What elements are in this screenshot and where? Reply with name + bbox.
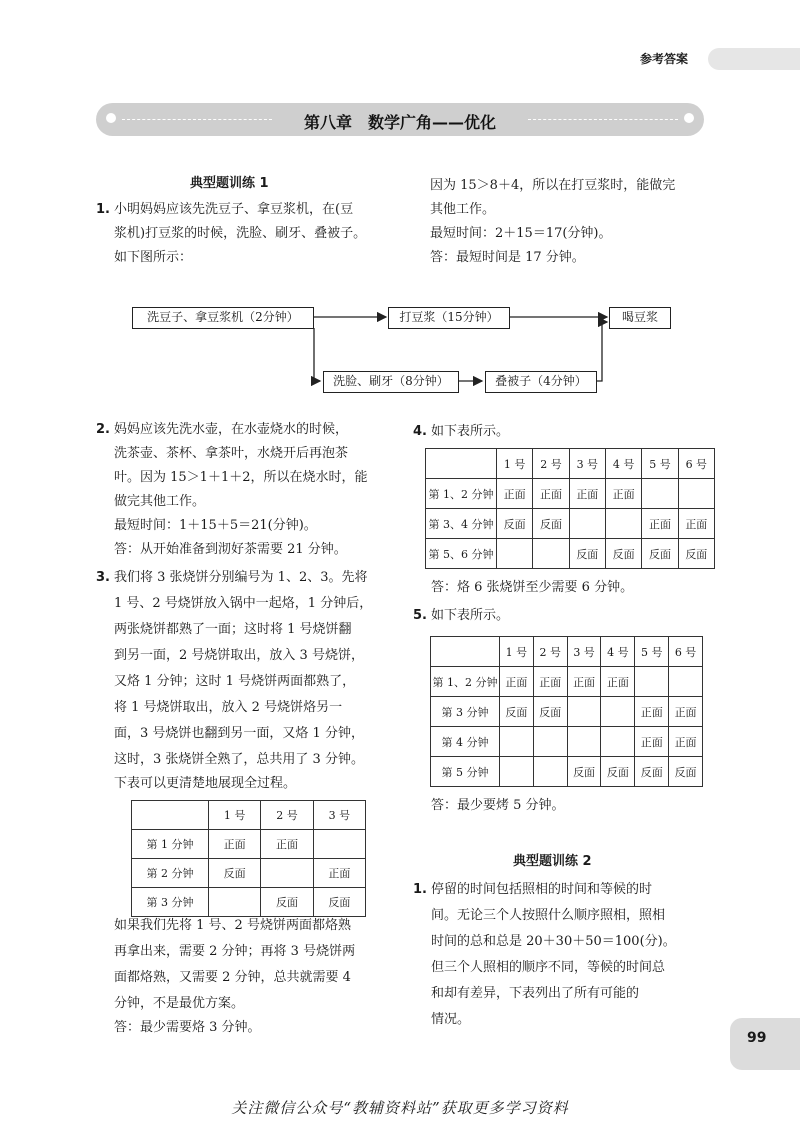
table5-cell: 正面 xyxy=(635,727,669,757)
q1-cont-line: 答：最短时间是 17 分钟。 xyxy=(430,250,585,265)
table5-cell: 正面 xyxy=(567,667,601,697)
table4-cell: 正面 xyxy=(642,509,678,539)
q5-answer: 答：最少要烤 5 分钟。 xyxy=(431,798,565,813)
table4-cell: 第 1、2 分钟 xyxy=(426,479,497,509)
q1-line: 浆机)打豆浆的时候，洗脸、刷牙、叠被子。 xyxy=(114,226,367,241)
q3-line: 两张烧饼都熟了一面；这时将 1 号烧饼翻 xyxy=(114,622,352,637)
table4-cell: 反面 xyxy=(642,539,678,569)
q2-line: 洗茶壶、茶杯、拿茶叶，水烧开后再泡茶 xyxy=(114,446,349,461)
footer-note: 关注微信公众号“教辅资料站”获取更多学习资料 xyxy=(231,1099,569,1117)
table3-header-cell xyxy=(132,801,209,830)
table4-header-cell: 3 号 xyxy=(569,449,605,479)
table5-header-cell: 5 号 xyxy=(635,637,669,667)
flow-box-fold-quilt: 叠被子（4分钟） xyxy=(485,371,597,393)
table4-cell xyxy=(569,509,605,539)
q5-text: 如下表所示。 xyxy=(431,608,510,623)
table5-header-cell: 3 号 xyxy=(567,637,601,667)
table3-cell: 正面 xyxy=(209,830,261,859)
table4-cell: 反面 xyxy=(533,509,569,539)
q1-line: 如下图所示： xyxy=(114,250,193,265)
q3-line: 到另一面，2 号烧饼取出，放入 3 号烧饼， xyxy=(114,648,364,663)
table3-cell: 正面 xyxy=(313,859,365,888)
table3-cell xyxy=(209,888,261,917)
table4-cell xyxy=(497,539,533,569)
table4-cell xyxy=(605,509,641,539)
table3-cell: 反面 xyxy=(209,859,261,888)
q1-cont-line: 最短时间：2＋15＝17(分钟)。 xyxy=(430,226,612,241)
s2q1-line: 情况。 xyxy=(431,1012,471,1027)
q2-number: 2. xyxy=(96,422,110,437)
s2q1-line: 间。无论三个人按照什么顺序照相，照相 xyxy=(431,908,666,923)
table3-cell: 正面 xyxy=(261,830,313,859)
q3-line: 这时，3 张烧饼全熟了，总共用了 3 分钟。 xyxy=(114,752,364,767)
table5-cell: 反面 xyxy=(533,697,567,727)
table5-cell xyxy=(500,727,534,757)
q3-after-line: 如果我们先将 1 号、2 号烧饼两面都烙熟 xyxy=(114,918,351,933)
chapter-title: 第八章 数学广角——优化 xyxy=(303,113,496,132)
s2q1-line: 停留的时间包括照相的时间和等候的时 xyxy=(431,882,653,897)
table5-cell: 正面 xyxy=(669,697,703,727)
table4-cell: 反面 xyxy=(678,539,714,569)
table4-cell: 反面 xyxy=(569,539,605,569)
table5-header-cell: 2 号 xyxy=(533,637,567,667)
table5-cell xyxy=(635,667,669,697)
table3-cell: 反面 xyxy=(313,888,365,917)
q3-number: 3. xyxy=(96,570,110,585)
table4-header-cell xyxy=(426,449,497,479)
table3-header-cell: 1 号 xyxy=(209,801,261,830)
table5-cell: 反面 xyxy=(500,697,534,727)
section-title-2: 典型题训练 2 xyxy=(513,854,592,869)
q3-line: 又烙 1 分钟；这时 1 号烧饼两面都熟了， xyxy=(114,674,356,689)
q3-after-line: 再拿出来，需要 2 分钟；再将 3 号烧饼两 xyxy=(114,944,356,959)
flow-box-wash-face: 洗脸、刷牙（8分钟） xyxy=(323,371,459,393)
table5-cell xyxy=(500,757,534,787)
table5-cell: 正面 xyxy=(500,667,534,697)
q2-line: 叶。因为 15＞1＋1＋2，所以在烧水时，能 xyxy=(114,470,368,485)
table3-cell: 第 3 分钟 xyxy=(132,888,209,917)
table4-cell: 第 3、4 分钟 xyxy=(426,509,497,539)
table5-cell: 第 1、2 分钟 xyxy=(431,667,500,697)
table3-cell xyxy=(313,830,365,859)
table4-header-cell: 5 号 xyxy=(642,449,678,479)
table5-cell xyxy=(601,697,635,727)
table5-cell xyxy=(567,697,601,727)
table4-header-cell: 2 号 xyxy=(533,449,569,479)
table5-cell xyxy=(533,757,567,787)
page-number: 99 xyxy=(747,1030,767,1046)
table4-cell: 正面 xyxy=(533,479,569,509)
q3-after-line: 分钟，不是最优方案。 xyxy=(114,996,245,1011)
s2q1-line: 但三个人照相的顺序不同，等候的时间总 xyxy=(431,960,666,975)
flow-box-drink-soymilk: 喝豆浆 xyxy=(609,307,671,329)
table5-cell: 正面 xyxy=(601,667,635,697)
table5-cell: 正面 xyxy=(669,727,703,757)
q3-after-line: 答：最少需要烙 3 分钟。 xyxy=(114,1020,261,1035)
table5-cell: 反面 xyxy=(601,757,635,787)
table5-cell: 反面 xyxy=(669,757,703,787)
table5-cell xyxy=(567,727,601,757)
q1-line: 小明妈妈应该先洗豆子、拿豆浆机，在(豆 xyxy=(114,202,354,217)
table4-cell: 正面 xyxy=(605,479,641,509)
table4-cell: 反面 xyxy=(497,509,533,539)
table4-cell xyxy=(642,479,678,509)
table5-cell: 第 5 分钟 xyxy=(431,757,500,787)
table5-cell xyxy=(533,727,567,757)
table3-cell: 反面 xyxy=(261,888,313,917)
table4-cell xyxy=(533,539,569,569)
s2q1-number: 1. xyxy=(413,882,427,897)
section-title-1: 典型题训练 1 xyxy=(190,176,269,191)
table3-cell xyxy=(261,859,313,888)
table3-cell: 第 1 分钟 xyxy=(132,830,209,859)
q3-line: 我们将 3 张烧饼分别编号为 1、2、3。先将 xyxy=(114,570,368,585)
table4-header-cell: 4 号 xyxy=(605,449,641,479)
table4-cell xyxy=(678,479,714,509)
s2q1-line: 和却有差异，下表列出了所有可能的 xyxy=(431,986,640,1001)
q5-number: 5. xyxy=(413,608,427,623)
q4-answer: 答：烙 6 张烧饼至少需要 6 分钟。 xyxy=(431,580,634,595)
table5-cell: 第 4 分钟 xyxy=(431,727,500,757)
table5-cell: 正面 xyxy=(635,697,669,727)
q3-line: 面，3 号烧饼也翻到另一面，又烙 1 分钟， xyxy=(114,726,364,741)
flow-box-wash-beans: 洗豆子、拿豆浆机（2分钟） xyxy=(132,307,314,329)
table3-header-cell: 3 号 xyxy=(313,801,365,830)
q1-cont-line: 因为 15＞8＋4，所以在打豆浆时，能做完 xyxy=(430,178,676,193)
flowchart-arrows xyxy=(0,0,800,420)
q3-line: 下表可以更清楚地展现全过程。 xyxy=(114,776,297,791)
table5-header-cell: 6 号 xyxy=(669,637,703,667)
q2-line: 做完其他工作。 xyxy=(114,494,206,509)
pancake-table-3 xyxy=(131,800,366,917)
q1-number: 1. xyxy=(96,202,110,217)
flow-box-make-soymilk: 打豆浆（15分钟） xyxy=(388,307,510,329)
q4-text: 如下表所示。 xyxy=(431,424,510,439)
table3-header-cell: 2 号 xyxy=(261,801,313,830)
table5-header-cell: 4 号 xyxy=(601,637,635,667)
pancake-table-6 xyxy=(425,448,715,569)
table3-cell: 第 2 分钟 xyxy=(132,859,209,888)
table4-header-cell: 6 号 xyxy=(678,449,714,479)
table5-header-cell xyxy=(431,637,500,667)
q1-cont-line: 其他工作。 xyxy=(430,202,496,217)
table4-cell: 正面 xyxy=(678,509,714,539)
q4-number: 4. xyxy=(413,424,427,439)
q3-line: 将 1 号烧饼取出，放入 2 号烧饼烙另一 xyxy=(114,700,343,715)
table5-cell: 反面 xyxy=(567,757,601,787)
q2-line: 最短时间：1＋15＋5＝21(分钟)。 xyxy=(114,518,317,533)
table5-cell: 正面 xyxy=(533,667,567,697)
table5-cell: 第 3 分钟 xyxy=(431,697,500,727)
table4-cell: 正面 xyxy=(569,479,605,509)
table4-cell: 反面 xyxy=(605,539,641,569)
table5-cell xyxy=(669,667,703,697)
table4-cell: 正面 xyxy=(497,479,533,509)
q3-line: 1 号、2 号烧饼放入锅中一起烙，1 分钟后， xyxy=(114,596,373,611)
table5-header-cell: 1 号 xyxy=(500,637,534,667)
q2-line: 妈妈应该先洗水壶，在水壶烧水的时候， xyxy=(114,422,349,437)
q3-after-line: 面都烙熟，又需要 2 分钟，总共就需要 4 xyxy=(114,970,351,985)
q2-line: 答：从开始准备到沏好茶需要 21 分钟。 xyxy=(114,542,347,557)
s2q1-line: 时间的总和总是 20＋30＋50＝100(分)。 xyxy=(431,934,676,949)
header-label: 参考答案 xyxy=(640,52,689,66)
table5-cell xyxy=(601,727,635,757)
table4-cell: 第 5、6 分钟 xyxy=(426,539,497,569)
table4-header-cell: 1 号 xyxy=(497,449,533,479)
cake-table-5 xyxy=(430,636,703,787)
table5-cell: 反面 xyxy=(635,757,669,787)
